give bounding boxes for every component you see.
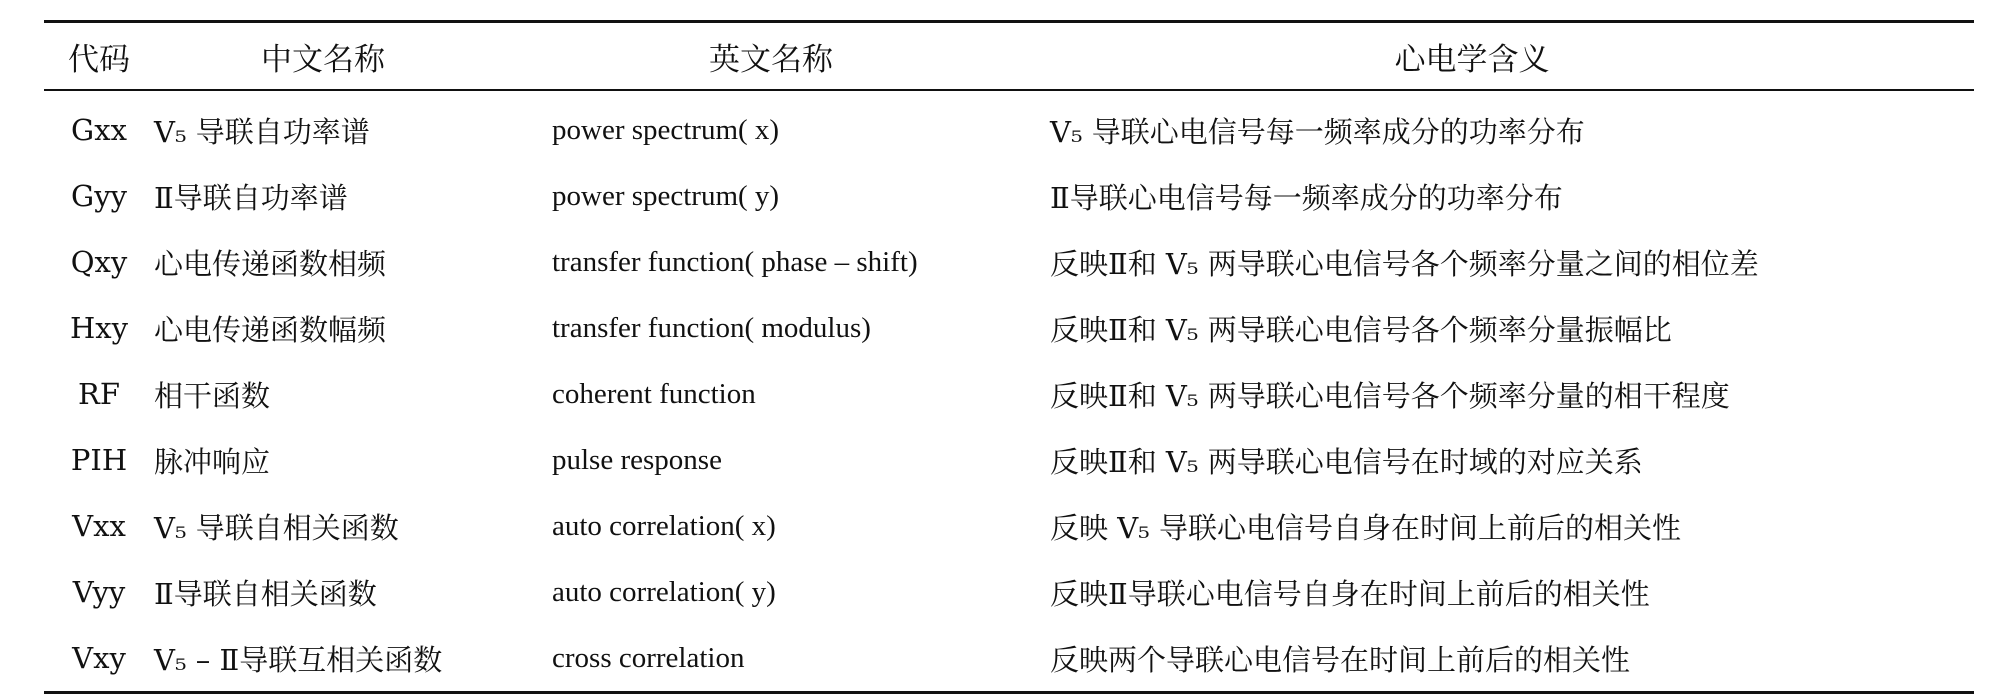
table-row <box>44 361 1974 427</box>
cell-english-name: transfer function( phase – shift) <box>552 245 918 278</box>
table-row <box>44 295 1974 361</box>
table-row <box>44 229 1974 295</box>
table-header <box>44 22 1974 91</box>
cell-ecg-meaning: 反映 V₅ 导联心电信号自身在时间上前后的相关性 <box>1050 510 1682 545</box>
cell-english-name: cross correlation <box>552 641 745 674</box>
table-row <box>44 163 1974 229</box>
cell-english-name: auto correlation( x) <box>552 509 776 542</box>
header-ecg-meaning: 心电学含义 <box>1394 41 1550 78</box>
cell-code: Gyy <box>71 179 127 213</box>
cell-english-name: transfer function( modulus) <box>552 311 871 344</box>
cell-ecg-meaning: 反映Ⅱ和 V₅ 两导联心电信号在时域的对应关系 <box>1050 444 1643 479</box>
cell-chinese-name: Ⅱ导联自相关函数 <box>154 576 377 611</box>
cell-code: Hxy <box>69 311 129 345</box>
cell-chinese-name: Ⅱ导联自功率谱 <box>154 180 348 215</box>
cell-english-name: power spectrum( y) <box>552 179 780 212</box>
cell-english-name: coherent function <box>552 377 756 410</box>
cell-ecg-meaning: Ⅱ导联心电信号每一频率成分的功率分布 <box>1050 180 1563 215</box>
table-row <box>44 90 1974 163</box>
cell-chinese-name: 相干函数 <box>154 378 271 413</box>
ecg-parameter-table-container <box>44 20 1974 694</box>
cell-code: Qxy <box>70 245 128 279</box>
table-body <box>44 90 1974 693</box>
cell-chinese-name: 心电传递函数幅频 <box>154 312 387 347</box>
cell-code: Vxx <box>72 509 126 543</box>
cell-chinese-name: V₅ 导联自相关函数 <box>154 510 399 545</box>
cell-chinese-name: 心电传递函数相频 <box>154 246 387 281</box>
cell-ecg-meaning: 反映Ⅱ和 V₅ 两导联心电信号各个频率分量的相干程度 <box>1050 378 1730 413</box>
cell-english-name: power spectrum( x) <box>552 113 780 146</box>
cell-code: Vyy <box>72 575 126 609</box>
header-english-name: 英文名称 <box>709 41 833 78</box>
cell-ecg-meaning: 反映Ⅱ和 V₅ 两导联心电信号各个频率分量之间的相位差 <box>1050 246 1759 281</box>
cell-english-name: auto correlation( y) <box>552 575 776 608</box>
header-chinese-name: 中文名称 <box>261 41 385 78</box>
cell-code: Vxy <box>72 641 126 675</box>
cell-ecg-meaning: 反映Ⅱ和 V₅ 两导联心电信号各个频率分量振幅比 <box>1050 312 1672 347</box>
cell-chinese-name: V₅ – Ⅱ导联互相关函数 <box>154 642 443 677</box>
header-code: 代码 <box>68 41 130 78</box>
table-row <box>44 559 1974 625</box>
header-row <box>44 22 1974 91</box>
table-row <box>44 427 1974 493</box>
table-row <box>44 493 1974 559</box>
cell-code: PIH <box>70 443 128 477</box>
cell-english-name: pulse response <box>552 443 722 476</box>
cell-ecg-meaning: 反映两个导联心电信号在时间上前后的相关性 <box>1050 642 1631 677</box>
cell-code: RF <box>78 377 120 411</box>
ecg-parameter-table <box>44 20 1974 694</box>
cell-ecg-meaning: 反映Ⅱ导联心电信号自身在时间上前后的相关性 <box>1050 576 1650 611</box>
cell-chinese-name: 脉冲响应 <box>154 444 271 479</box>
cell-code: Gxx <box>71 113 127 147</box>
cell-chinese-name: V₅ 导联自功率谱 <box>154 114 370 149</box>
table-row <box>44 625 1974 693</box>
cell-ecg-meaning: V₅ 导联心电信号每一频率成分的功率分布 <box>1050 114 1585 149</box>
